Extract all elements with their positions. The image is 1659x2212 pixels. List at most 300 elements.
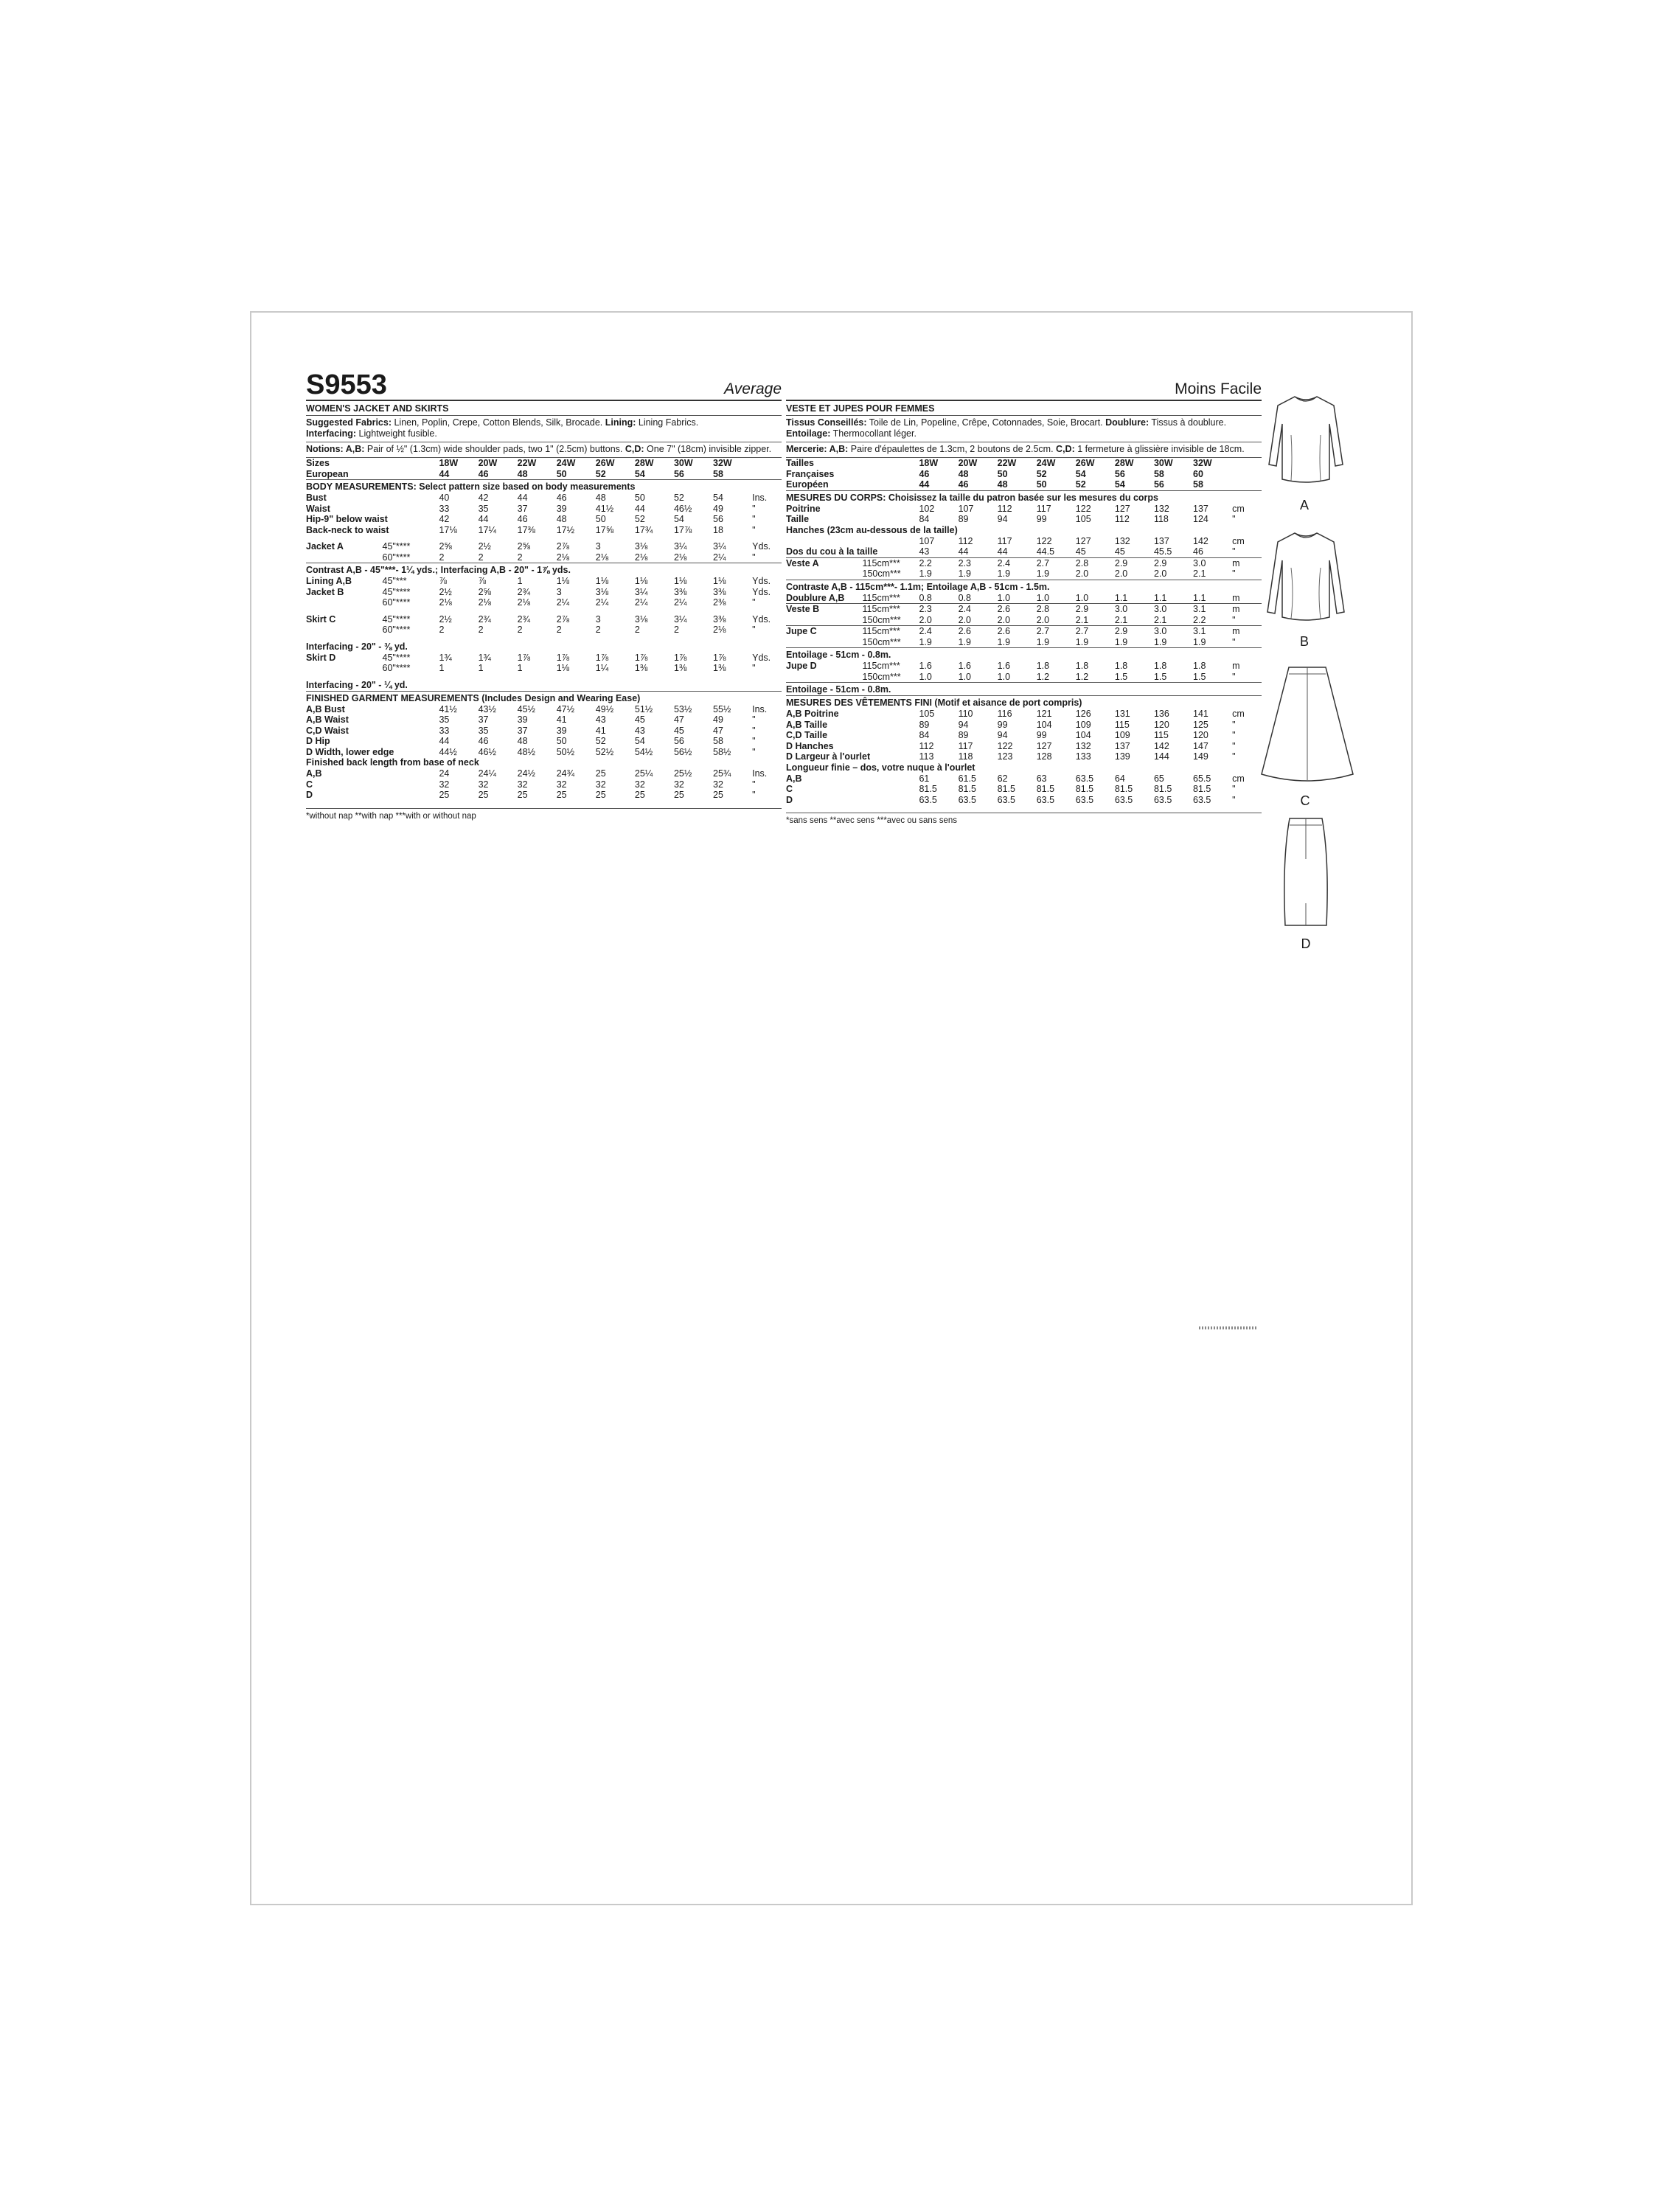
body-row-fr-unit: " — [1232, 514, 1236, 524]
sizes-row-value: 32W — [713, 458, 732, 468]
veste-a-yardage-row-value: 2.1 — [1193, 568, 1206, 579]
jupe-c-yardage-row-value: 2.6 — [997, 626, 1011, 636]
fabrics-text: Linen, Poplin, Crepe, Cotton Blends, Silk, Brocade. — [392, 417, 603, 428]
doublure-ab-yardage-row-value: 1.1 — [1153, 592, 1167, 603]
back-length-row-fr-label: D — [786, 794, 793, 805]
back-length-row-fr-value: 81.5 — [958, 784, 976, 794]
veste-b-yardage-row-unit: m — [1232, 604, 1240, 614]
back-length-row-value: 24 — [439, 768, 450, 779]
jupe-d-yardage-row-label: Jupe D — [786, 661, 817, 671]
jacket-b-yardage-row-width: 60"**** — [382, 597, 411, 608]
veste-a-yardage-row-value: 2.9 — [1153, 557, 1167, 568]
finished-row-fr-value: 110 — [958, 709, 973, 719]
skirt-c-yardage-row-value: 2¾ — [517, 613, 531, 625]
finished-row-value: 56 — [673, 736, 684, 746]
back-length-title: Finished back length from base of neck — [306, 757, 479, 768]
finished-measurements-title-fr: MESURES DES VÊTEMENTS FINI (Motif et aisance de port compris) — [786, 695, 1262, 709]
jacket-a-yardage-row-unit: " — [752, 552, 756, 563]
finished-row-fr-value: 123 — [997, 751, 1013, 762]
jacket-b-yardage-row-label — [306, 597, 383, 608]
jacket-a-yardage-row-value: 2 — [478, 552, 484, 563]
doublure-ab-yardage-row-value: 0.8 — [958, 592, 971, 603]
finished-row-fr-value: 109 — [1075, 719, 1091, 730]
finished-row-fr-value: 104 — [1075, 730, 1091, 740]
european-row-value: 54 — [634, 468, 645, 479]
skirt-c-icon — [1256, 664, 1359, 793]
jupe-c-yardage-row-value: 1.9 — [1075, 636, 1089, 647]
contrast-line: Contrast A,B - 45"***- 1¼ yds.; Interfacing A,B - 20" - 1⅞ yds. — [306, 563, 782, 576]
tailles-row-value: 20W — [958, 458, 978, 468]
finished-row-fr-value: 104 — [1036, 719, 1052, 730]
back-length-row-value: 32 — [634, 779, 645, 790]
body-row-fr-value: 127 — [1114, 503, 1130, 514]
skirt-c-drawing — [1256, 664, 1359, 808]
jacket-b-drawing — [1262, 527, 1350, 649]
finished-row-value: 41½ — [439, 703, 457, 714]
interfacing-label-fr: Entoilage: — [786, 428, 831, 439]
europeen-row-value: 50 — [1036, 479, 1047, 490]
francaises-row-value: 52 — [1036, 468, 1047, 479]
header-fr — [786, 373, 1262, 401]
hanches-row-value: 117 — [997, 535, 1012, 546]
dos-row-label: Dos du cou à la taille — [786, 546, 878, 557]
jupe-d-yardage-row-value: 1.6 — [997, 661, 1011, 671]
finished-row-value: 41 — [595, 725, 606, 736]
skirt-c-yardage-row-label — [306, 625, 383, 636]
body-row-fr-value: 112 — [1114, 514, 1130, 524]
veste-a-yardage-row-value: 2.3 — [958, 557, 971, 568]
body-row-value: 44 — [634, 503, 645, 514]
skirt-c-yardage-row-label: Skirt C — [306, 613, 336, 625]
tailles-row-value: 32W — [1193, 458, 1212, 468]
body-row-unit: " — [752, 514, 756, 524]
view-label-d: D — [1301, 936, 1311, 951]
veste-a-yardage-row-value: 3.0 — [1193, 557, 1206, 568]
body-row-label: Waist — [306, 503, 330, 514]
veste-a-yardage-table — [786, 558, 1262, 580]
jacket-a-yardage-row-value: 2 — [517, 552, 523, 563]
tailles-row-value: 22W — [997, 458, 1017, 468]
jacket-b-yardage-row-value: 2½ — [439, 586, 452, 597]
lining-ab-yardage-row-unit: Yds. — [752, 576, 771, 586]
body-row-unit: " — [752, 503, 756, 514]
finished-row-value: 52½ — [595, 746, 614, 757]
back-length-row-fr-value: 61 — [919, 773, 930, 784]
finished-row — [306, 714, 782, 726]
skirt-c-yardage-row-value: 3¼ — [673, 613, 687, 625]
finished-row-fr-value: 94 — [997, 730, 1008, 740]
hanches-row-value: 127 — [1075, 535, 1091, 546]
notions-block — [306, 442, 782, 458]
body-row-value: 42 — [478, 493, 489, 503]
hanches-row-value: 137 — [1153, 535, 1169, 546]
notions-block-fr — [786, 442, 1262, 458]
francaises-row-unit — [1232, 469, 1262, 480]
jacket-a-yardage-row — [306, 552, 782, 563]
back-length-row-value: 32 — [673, 779, 684, 790]
body-row-fr-value: 89 — [958, 514, 969, 524]
finished-row-value: 44 — [439, 736, 450, 746]
finished-row — [306, 736, 782, 747]
printer-marks — [1199, 1326, 1258, 1329]
body-row-value: 49 — [713, 503, 723, 514]
finished-row-fr-value: 117 — [958, 740, 973, 751]
lining-ab-yardage-row-value: ⅞ — [439, 576, 447, 586]
back-length-row-value: 32 — [439, 779, 450, 790]
body-row-value: 40 — [439, 493, 450, 503]
body-row-value: 17⅞ — [673, 524, 692, 535]
dos-row-value: 45 — [1114, 546, 1125, 557]
sizes-row-value: 20W — [478, 458, 498, 468]
back-length-row-fr-value: 81.5 — [1153, 784, 1172, 794]
veste-a-yardage-row-value: 2.9 — [1114, 557, 1128, 568]
european-row-value: 52 — [595, 468, 606, 479]
jacket-b-yardage-row-value: 2¼ — [556, 597, 570, 608]
jupe-c-yardage-row-value: 1.9 — [1036, 636, 1050, 647]
jupe-d-yardage-row-value: 1.2 — [1036, 671, 1050, 682]
francaises-row-value: 54 — [1075, 468, 1086, 479]
jacket-b-yardage-row-value: 2¼ — [595, 597, 609, 608]
finished-row-value: 48½ — [517, 746, 535, 757]
fabrics-block — [306, 416, 782, 442]
hanches-table — [786, 536, 1262, 557]
finished-row-value: 47½ — [556, 703, 575, 714]
body-measurements-table-fr — [786, 504, 1262, 525]
body-row-fr — [786, 504, 1262, 515]
skirt-d-yardage-row-value: 1 — [478, 663, 484, 673]
skirt-c-yardage-row-value: 2 — [478, 625, 484, 635]
body-row-value: 17¼ — [478, 524, 496, 535]
hanches-label: Hanches (23cm au-dessous de la taille) — [786, 524, 958, 535]
veste-b-yardage-row-width: 150cm*** — [862, 614, 901, 625]
skirt-d-yardage-row-value: 1¾ — [478, 652, 491, 663]
jacket-b-yardage-row-value: 3⅛ — [595, 586, 609, 597]
finished-row-value: 49 — [713, 714, 723, 725]
finished-row-fr-label: A,B Poitrine — [786, 709, 839, 719]
body-row-value: 54 — [673, 514, 684, 524]
sizes-row-value: 22W — [517, 458, 537, 468]
finished-row-fr-value: 115 — [1153, 730, 1169, 740]
dos-row-value: 44 — [997, 546, 1008, 557]
jupe-c-yardage-row-label: Jupe C — [786, 626, 817, 636]
back-length-row-value: 32 — [478, 779, 489, 790]
jupe-c-yardage-row-value: 3.0 — [1153, 626, 1167, 636]
skirt-c-yardage-row-value: 2 — [634, 625, 640, 635]
jupe-c-yardage-row-value: 1.9 — [958, 636, 971, 647]
lining-ab-yardage-row-label: Lining A,B — [306, 576, 352, 586]
sizes-row — [306, 458, 782, 469]
veste-a-yardage-row-value: 2.0 — [1075, 568, 1089, 579]
body-measurements-table — [306, 493, 782, 535]
europeen-row-value: 44 — [919, 479, 930, 490]
body-row-label: Hip-9" below waist — [306, 514, 388, 524]
finished-row-fr — [786, 709, 1262, 720]
back-length-row-label: D — [306, 790, 313, 800]
pattern-envelope-back — [250, 311, 1413, 1905]
jupe-c-yardage-row-width: 150cm*** — [862, 636, 901, 647]
notions-text-fr: Paire d'épaulettes de 1.3cm, 2 boutons de 2.5cm. — [848, 444, 1054, 454]
body-row-value: 48 — [595, 493, 606, 503]
skirt-c-yardage-row-value: 2 — [517, 625, 523, 635]
doublure-ab-yardage-row-value: 0.8 — [919, 592, 932, 603]
finished-row-fr-value: 115 — [1114, 719, 1130, 730]
body-row-value: 33 — [439, 503, 450, 514]
skirt-d-yardage-row-value: 1⅞ — [713, 652, 726, 663]
jupe-c-yardage-row-value: 2.7 — [1036, 626, 1050, 636]
skirt-d-yardage-row — [306, 663, 782, 674]
jupe-d-yardage-row — [786, 672, 1262, 683]
finished-row-fr-label: D Largeur à l'ourlet — [786, 751, 871, 762]
back-length-row-fr-value: 63.5 — [958, 794, 976, 805]
skirt-c-yardage-row-value: 2½ — [439, 613, 452, 625]
body-row-value: 17⅜ — [517, 524, 535, 535]
jupe-d-yardage-row-value: 1.0 — [958, 671, 971, 682]
back-length-row-fr-label: C — [786, 784, 793, 794]
jacket-b-yardage-row-value: 2⅝ — [478, 586, 491, 597]
back-length-row-label: C — [306, 779, 313, 790]
francaises-row-label: Françaises — [786, 468, 835, 479]
jacket-b-yardage-table — [306, 587, 782, 608]
hanches-row-label — [786, 536, 919, 547]
dos-row-unit: " — [1232, 546, 1236, 557]
hanches-row-value: 122 — [1036, 535, 1052, 546]
body-row-value: 42 — [439, 514, 450, 524]
european-row-value: 48 — [517, 468, 528, 479]
back-length-row-fr — [786, 773, 1262, 785]
francaises-row-value: 60 — [1193, 468, 1203, 479]
back-length-row-fr-unit: cm — [1232, 773, 1245, 784]
back-length-title-fr: Longueur finie – dos, votre nuque à l'ourlet — [786, 762, 975, 773]
back-length-row-unit: Ins. — [752, 768, 768, 779]
tailles-row-label: Tailles — [786, 458, 814, 468]
body-row-fr-value: 112 — [997, 503, 1012, 514]
veste-b-yardage-row-value: 3.1 — [1193, 604, 1206, 614]
body-row — [306, 504, 782, 515]
notions-text: Pair of ½" (1.3cm) wide shoulder pads, two 1" (2.5cm) buttons. — [364, 444, 623, 454]
finished-row-fr-value: 126 — [1075, 709, 1091, 719]
lining-text-fr: Tissus à doublure. — [1149, 417, 1227, 428]
finished-row-value: 41 — [556, 714, 567, 725]
skirt-d-icon — [1269, 815, 1343, 936]
veste-b-yardage-row-value: 2.9 — [1075, 604, 1089, 614]
skirt-d-yardage-row-value: 1¾ — [439, 652, 452, 663]
fabrics-block-fr — [786, 416, 1262, 442]
veste-a-yardage-row-label: Veste A — [786, 557, 819, 568]
veste-b-yardage-row-value: 2.1 — [1075, 614, 1089, 625]
back-length-row-value: 25 — [673, 790, 684, 800]
francaises-row-value: 48 — [958, 468, 969, 479]
lining-ab-yardage-row-value: 1⅛ — [634, 576, 648, 586]
francaises-row-value: 58 — [1153, 468, 1164, 479]
tailles-row-unit — [1232, 458, 1262, 469]
jupe-c-yardage-table — [786, 626, 1262, 647]
english-column — [306, 369, 782, 821]
back-length-row-fr-value: 63 — [1036, 773, 1047, 784]
jupe-d-yardage-row-value: 1.6 — [919, 661, 932, 671]
skirt-c-yardage-row — [306, 625, 782, 636]
finished-row-value: 53½ — [673, 703, 692, 714]
body-row-fr-value: 117 — [1036, 503, 1051, 514]
back-length-row-fr-value: 61.5 — [958, 773, 976, 784]
jacket-b-yardage-row-value: 2¼ — [673, 597, 687, 608]
body-row-fr-value: 137 — [1193, 503, 1208, 514]
european-row — [306, 469, 782, 480]
finished-row-fr-value: 144 — [1153, 751, 1169, 762]
doublure-ab-yardage-table — [786, 593, 1262, 604]
finished-row-value: 50½ — [556, 746, 575, 757]
jupe-c-yardage-row-unit: " — [1232, 636, 1236, 647]
sizes-row-value: 18W — [439, 458, 459, 468]
body-row-fr — [786, 514, 1262, 525]
back-length-row-fr-value: 63.5 — [1075, 794, 1094, 805]
back-length-row-value: 25 — [556, 790, 567, 800]
back-length-row-fr-value: 81.5 — [1114, 784, 1133, 794]
finished-row-value: 35 — [478, 725, 489, 736]
finished-row-label: A,B Bust — [306, 703, 345, 714]
back-length-row-value: 24½ — [517, 768, 535, 779]
veste-a-yardage-row — [786, 568, 1262, 580]
body-row-fr-value: 94 — [997, 514, 1008, 524]
back-length-row-value: 25 — [634, 790, 645, 800]
veste-a-yardage-row-value: 2.8 — [1075, 557, 1089, 568]
lining-ab-yardage-row-value: 1 — [517, 576, 523, 586]
sizes-row-label: Sizes — [306, 458, 330, 468]
interfacing-label: Interfacing: — [306, 428, 357, 439]
jacket-a-yardage-row-value: 2⅝ — [439, 541, 452, 552]
finished-row-fr — [786, 730, 1262, 741]
finished-row-fr-value: 127 — [1036, 740, 1052, 751]
veste-a-yardage-row-value: 2.4 — [997, 557, 1011, 568]
doublure-ab-yardage-row-value: 1.1 — [1193, 592, 1206, 603]
body-row-value: 46½ — [673, 503, 692, 514]
notions-label: Notions: A,B: — [306, 444, 365, 454]
jupe-c-yardage-row — [786, 637, 1262, 648]
body-row-fr-value: 124 — [1193, 514, 1208, 524]
body-row-fr-unit: cm — [1232, 503, 1245, 514]
jacket-a-yardage-row-value: 2½ — [478, 541, 491, 552]
sizes-row-unit — [752, 458, 782, 469]
finished-row-unit: " — [752, 736, 756, 746]
finished-row-fr-value: 149 — [1193, 751, 1208, 762]
entoilage-c-line: Entoilage - 51cm - 0.8m. — [786, 647, 1262, 661]
finished-measurements-table — [306, 704, 782, 758]
body-row-value: 46 — [517, 514, 528, 524]
back-length-row-fr-value: 64 — [1114, 773, 1125, 784]
lining-ab-yardage-table — [306, 576, 782, 587]
dos-row-value: 43 — [919, 546, 930, 557]
jacket-a-yardage-row-value: 2¼ — [713, 552, 726, 563]
jupe-c-yardage-row-value: 2.7 — [1075, 626, 1089, 636]
skirt-d-yardage-row-unit: Yds. — [752, 652, 771, 663]
jacket-b-yardage-row-value: 3⅜ — [713, 586, 726, 597]
pattern-code: S9553 — [306, 369, 387, 400]
back-length-row-label: A,B — [306, 768, 322, 779]
europeen-row-value: 48 — [997, 479, 1008, 490]
finished-row-unit: " — [752, 746, 756, 757]
finished-row-fr-label: D Hanches — [786, 740, 834, 751]
finished-row-fr-value: 120 — [1153, 719, 1169, 730]
jacket-b-yardage-row-value: 2⅛ — [439, 597, 452, 608]
finished-row-value: 49½ — [595, 703, 614, 714]
tailles-row — [786, 458, 1262, 469]
back-length-row-fr-value: 62 — [997, 773, 1008, 784]
body-measurements-title: BODY MEASUREMENTS: Select pattern size based on body measurements — [306, 479, 782, 493]
back-length-row-fr-value: 63.5 — [919, 794, 937, 805]
back-length-row-value: 25 — [713, 790, 723, 800]
body-row-fr-label: Poitrine — [786, 503, 821, 514]
jupe-c-yardage-row-value: 1.9 — [997, 636, 1011, 647]
jacket-a-yardage-row-value: 3⅛ — [634, 541, 648, 552]
jupe-d-yardage-row — [786, 661, 1262, 672]
dos-row-value: 46 — [1193, 546, 1203, 557]
notions-cd-label: C,D: — [622, 444, 644, 454]
hanches-row-unit: cm — [1232, 535, 1245, 546]
skirt-c-yardage-row-value: 2 — [595, 625, 601, 635]
body-measurements-title-fr: MESURES DU CORPS: Choisissez la taille du patron basée sur les mesures du corps — [786, 490, 1262, 504]
skirt-c-yardage-row-unit: Yds. — [752, 613, 771, 625]
finished-row-fr-value: 132 — [1075, 740, 1091, 751]
finished-row-value: 55½ — [713, 703, 731, 714]
veste-b-yardage-row-value: 2.8 — [1036, 604, 1050, 614]
jacket-a-yardage-row-value: 2 — [439, 552, 445, 563]
jupe-d-yardage-row-value: 1.8 — [1114, 661, 1128, 671]
jacket-a-yardage-row-value: 2⅛ — [673, 552, 687, 563]
veste-b-yardage-row-value: 2.6 — [997, 604, 1011, 614]
finished-row-fr-value: 84 — [919, 730, 930, 740]
finished-row-fr-value: 94 — [958, 719, 969, 730]
europeen-row-value: 58 — [1193, 479, 1203, 490]
europeen-row-value: 46 — [958, 479, 969, 490]
view-label-b: B — [1299, 634, 1309, 649]
veste-a-yardage-row-unit: m — [1232, 557, 1240, 568]
skirt-c-yardage-row-width: 60"**** — [382, 625, 411, 635]
notions-cd-text-fr: 1 fermeture à glissière invisible de 18cm. — [1074, 444, 1245, 454]
skirt-d-yardage-row-value: 1⅜ — [713, 663, 726, 673]
body-row-value: 17½ — [556, 524, 575, 535]
finished-row-fr-value: 116 — [997, 709, 1012, 719]
jacket-a-yardage-row-value: 3¼ — [713, 541, 726, 552]
finished-row-unit: Ins. — [752, 703, 768, 714]
finished-row-fr-value: 120 — [1193, 730, 1208, 740]
finished-row-value: 43½ — [478, 703, 496, 714]
jupe-c-yardage-row-value: 2.4 — [919, 626, 932, 636]
skirt-d-yardage-row-value: 1⅜ — [634, 663, 648, 673]
back-length-row-fr-value: 81.5 — [997, 784, 1015, 794]
back-length-row-fr-value: 63.5 — [1153, 794, 1172, 805]
back-length-row — [306, 790, 782, 801]
tailles-row-value: 30W — [1153, 458, 1173, 468]
finished-row-fr-unit: " — [1232, 730, 1236, 740]
finished-row-fr-unit: " — [1232, 751, 1236, 762]
body-row-value: 52 — [673, 493, 684, 503]
finished-row-fr-value: 89 — [919, 719, 930, 730]
back-length-row — [306, 768, 782, 779]
veste-b-yardage-row-value: 2.0 — [997, 614, 1011, 625]
doublure-ab-yardage-row-label: Doublure A,B — [786, 592, 845, 603]
jacket-a-yardage-row-value: 3¼ — [673, 541, 687, 552]
back-length-row-value: 32 — [595, 779, 606, 790]
jacket-b-yardage-row-value: 2¾ — [517, 586, 531, 597]
doublure-ab-yardage-row — [786, 593, 1262, 604]
body-row-fr-label: Taille — [786, 514, 810, 524]
body-row-fr-value: 118 — [1153, 514, 1169, 524]
back-length-row-fr-value: 63.5 — [1036, 794, 1055, 805]
skirt-c-yardage-row-width: 45"**** — [382, 613, 411, 625]
francaises-row-value: 50 — [997, 468, 1008, 479]
lining-label: Lining: — [602, 417, 636, 428]
finished-row-value: 54½ — [634, 746, 653, 757]
finished-row-value: 43 — [595, 714, 606, 725]
